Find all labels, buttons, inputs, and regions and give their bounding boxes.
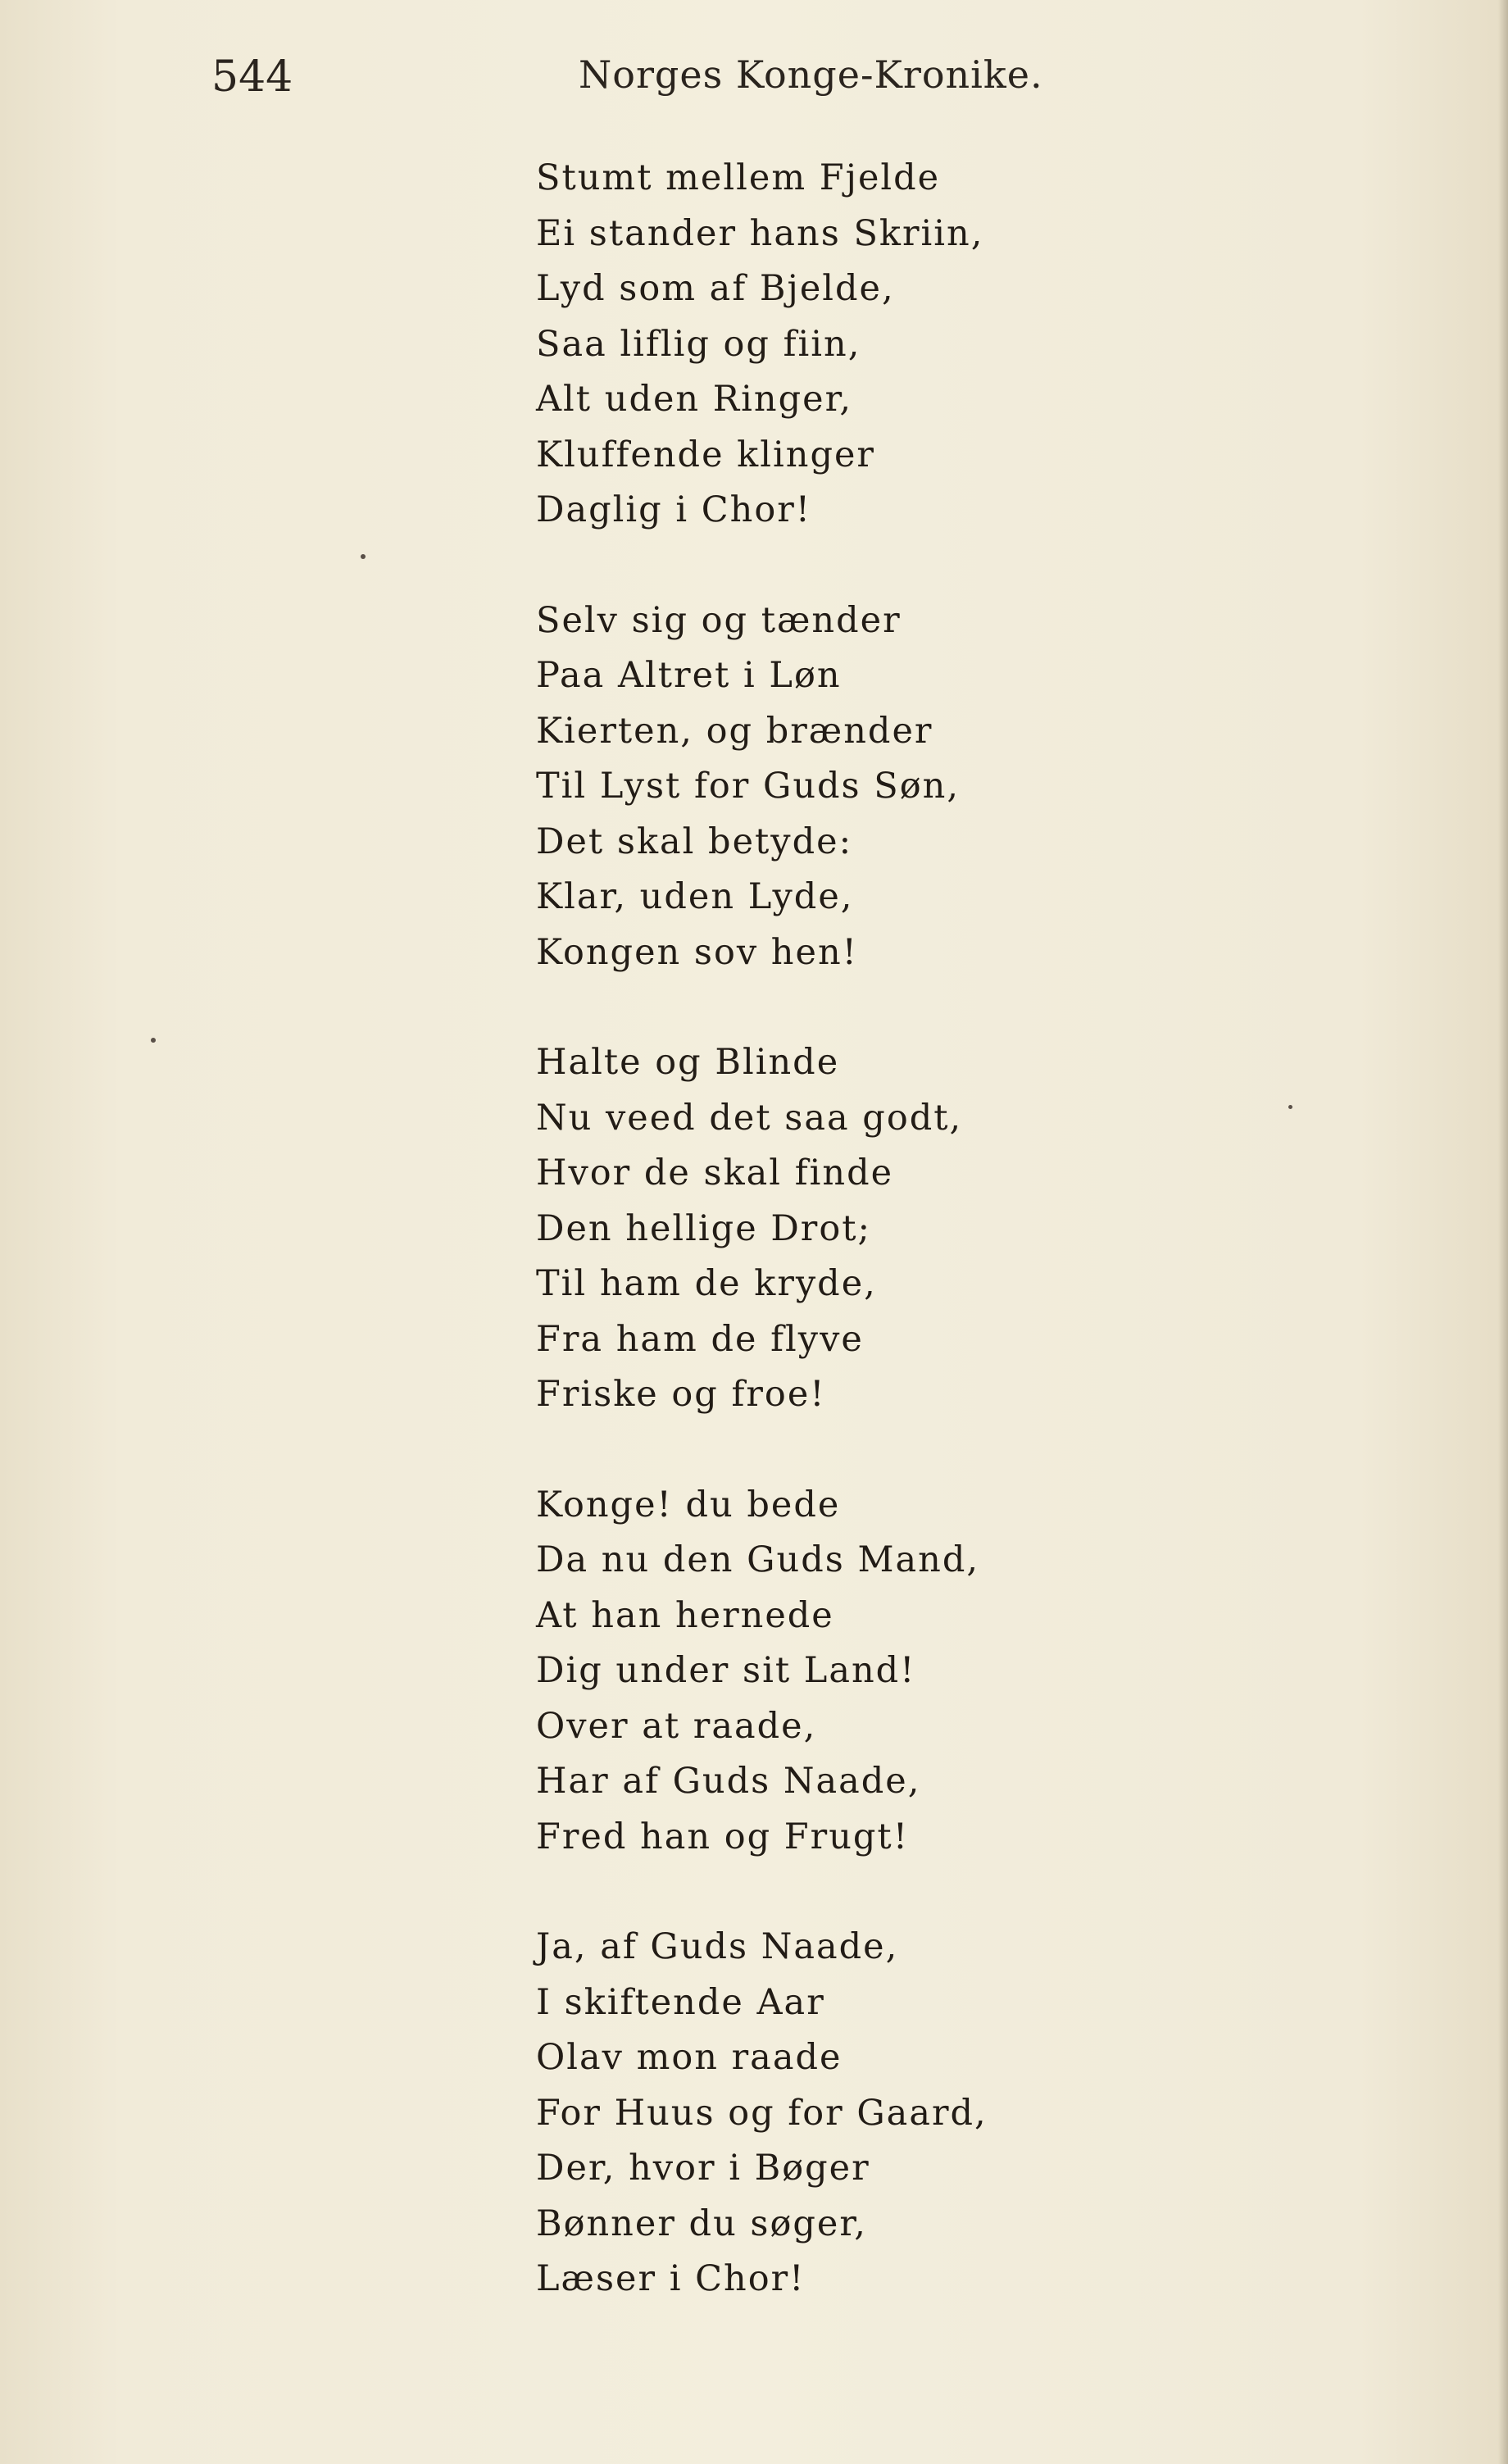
poem-line: Alt uden Ringer, bbox=[536, 379, 853, 420]
stanza-4 bbox=[536, 1478, 1356, 1866]
poem-line: Hvor de skal finde bbox=[536, 1152, 894, 1193]
poem-line: Kongen sov hen! bbox=[536, 931, 858, 973]
poem-line: Paa Altret i Løn bbox=[536, 655, 842, 696]
poem-line: Fra ham de flyve bbox=[536, 1318, 864, 1360]
running-title: Norges Konge-Kronike. bbox=[579, 52, 1043, 97]
poem-line: Nu veed det saa godt, bbox=[536, 1097, 963, 1139]
poem-line: Selv sig og tænder bbox=[536, 599, 902, 641]
poem-line: Fred han og Frugt! bbox=[536, 1816, 909, 1857]
poem-line: Da nu den Guds Mand, bbox=[536, 1539, 980, 1580]
poem-line: Har af Guds Naade, bbox=[536, 1761, 921, 1802]
poem-line: Halte og Blinde bbox=[536, 1042, 840, 1083]
poem-line: Ei stander hans Skriin, bbox=[536, 212, 984, 254]
ink-speck bbox=[361, 554, 366, 559]
poem-line: Saa liflig og fiin, bbox=[536, 323, 861, 365]
poem-line: Dig under sit Land! bbox=[536, 1650, 916, 1691]
poem-line: Kierten, og brænder bbox=[536, 710, 933, 752]
poem-line: Friske og froe! bbox=[536, 1374, 826, 1415]
page-number: 544 bbox=[211, 52, 293, 102]
poem-line: Stumt mellem Fjelde bbox=[536, 157, 941, 198]
poem-line: Bønner du søger, bbox=[536, 2203, 867, 2244]
poem-line: Læser i Chor! bbox=[536, 2258, 806, 2299]
ink-speck bbox=[1288, 1105, 1292, 1109]
poem-line: Den hellige Drot; bbox=[536, 1207, 872, 1249]
stanza-3 bbox=[536, 1035, 1356, 1423]
poem-line: I skiftende Aar bbox=[536, 1981, 825, 2023]
poem-line: Daglig i Chor! bbox=[536, 489, 812, 530]
stanza-5 bbox=[536, 1920, 1356, 2307]
poem-line: Der, hvor i Bøger bbox=[536, 2148, 870, 2189]
page-edge-shadow bbox=[1498, 0, 1508, 2464]
ink-speck bbox=[151, 1038, 156, 1043]
stanza-1 bbox=[536, 151, 1356, 539]
poem-line: Olav mon raade bbox=[536, 2037, 843, 2078]
poem-line: Kluffende klinger bbox=[536, 434, 875, 475]
poem-line: Til Lyst for Guds Søn, bbox=[536, 766, 960, 807]
poem-line: Det skal betyde: bbox=[536, 821, 853, 862]
poem-line: Lyd som af Bjelde, bbox=[536, 268, 895, 309]
poem bbox=[536, 151, 1356, 2362]
poem-line: Over at raade, bbox=[536, 1705, 817, 1747]
poem-line: Til ham de kryde, bbox=[536, 1263, 877, 1304]
poem-line: Klar, uden Lyde, bbox=[536, 876, 854, 917]
stanza-2 bbox=[536, 593, 1356, 981]
poem-line: At han hernede bbox=[536, 1594, 834, 1636]
poem-line: Konge! du bede bbox=[536, 1484, 841, 1525]
poem-line: Ja, af Guds Naade, bbox=[536, 1926, 899, 1967]
poem-line: For Huus og for Gaard, bbox=[536, 2092, 988, 2134]
